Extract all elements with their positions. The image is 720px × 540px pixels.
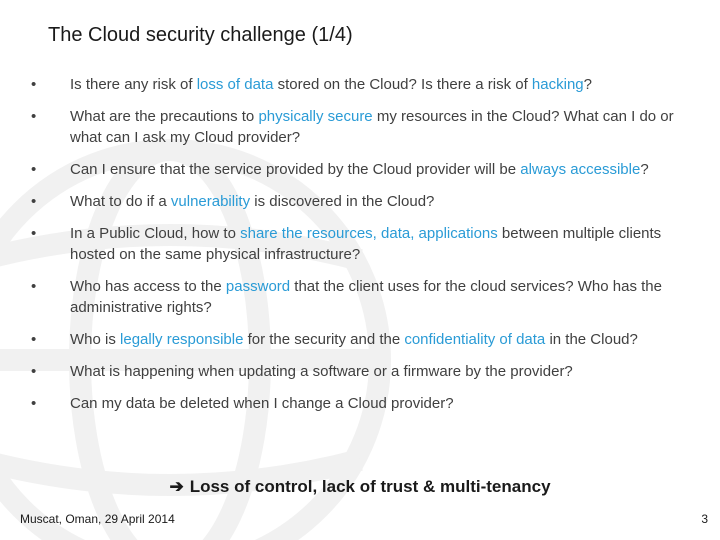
highlighted-text: password — [225, 278, 291, 295]
highlighted-text: vulnerability — [170, 193, 251, 210]
bullet-marker: • — [31, 108, 37, 125]
highlighted-text: confidentiality of data — [404, 331, 546, 348]
bullet-text: ? — [640, 161, 649, 178]
bullet-marker: • — [31, 193, 37, 210]
highlighted-text: loss of data — [196, 76, 274, 93]
footer-location-date: Muscat, Oman, 29 April 2014 — [20, 512, 175, 526]
bullet-text: that the client uses for the cloud services? Who has the administrative rights? — [70, 278, 662, 316]
bullet-marker: • — [31, 76, 37, 93]
bullet-marker: • — [31, 331, 37, 348]
conclusion — [0, 477, 720, 497]
page-number: 3 — [701, 512, 708, 526]
list-item — [30, 329, 690, 350]
bullet-text: What is happening when updating a software or a firmware by the provider? — [70, 363, 573, 380]
list-item — [30, 361, 690, 382]
list-item — [30, 106, 690, 148]
list-item — [30, 276, 690, 318]
highlighted-text: legally responsible — [120, 331, 244, 348]
bullet-text: What are the precautions to — [70, 108, 259, 125]
bullet-text: What to do if a — [70, 193, 171, 210]
bullet-text: Is there any risk of — [70, 76, 197, 93]
bullet-text: between multiple clients hosted on the same physical infrastructure? — [70, 225, 662, 263]
bullet-text: for the security and the — [243, 331, 405, 348]
bullet-text: Can I ensure that the service provided by the Cloud provider will be — [70, 161, 521, 178]
highlighted-text: hacking — [531, 76, 584, 93]
bullet-list — [30, 74, 690, 425]
bullet-text: stored on the Cloud? Is there a risk of — [273, 76, 532, 93]
bullet-text: Who is — [70, 331, 121, 348]
bullet-marker: • — [31, 225, 37, 242]
conclusion-text: Loss of control, lack of trust & multi-tenancy — [189, 477, 551, 496]
bullet-marker: • — [31, 363, 37, 380]
bullet-text: in the Cloud? — [545, 331, 638, 348]
bullet-text: is discovered in the Cloud? — [250, 193, 435, 210]
bullet-text: Can my data be deleted when I change a Cloud provider? — [70, 395, 454, 412]
bullet-text: In a Public Cloud, how to — [70, 225, 241, 242]
bullet-marker: • — [31, 395, 37, 412]
bullet-text: ? — [583, 76, 592, 93]
list-item — [30, 159, 690, 180]
highlighted-text: always accessible — [520, 161, 641, 178]
bullet-marker: • — [31, 161, 37, 178]
list-item — [30, 393, 690, 414]
highlighted-text: share the resources, data, applications — [240, 225, 498, 242]
list-item — [30, 191, 690, 212]
bullet-text: my resources in the Cloud? What can I do or what can I ask my Cloud provider? — [70, 108, 674, 146]
bullet-text: Who has access to the — [70, 278, 226, 295]
list-item — [30, 223, 690, 265]
list-item — [30, 74, 690, 95]
arrow-right-icon: ➔ — [169, 477, 184, 496]
bullet-marker: • — [31, 278, 37, 295]
slide-title: The Cloud security challenge (1/4) — [48, 24, 353, 46]
highlighted-text: physically secure — [258, 108, 373, 125]
